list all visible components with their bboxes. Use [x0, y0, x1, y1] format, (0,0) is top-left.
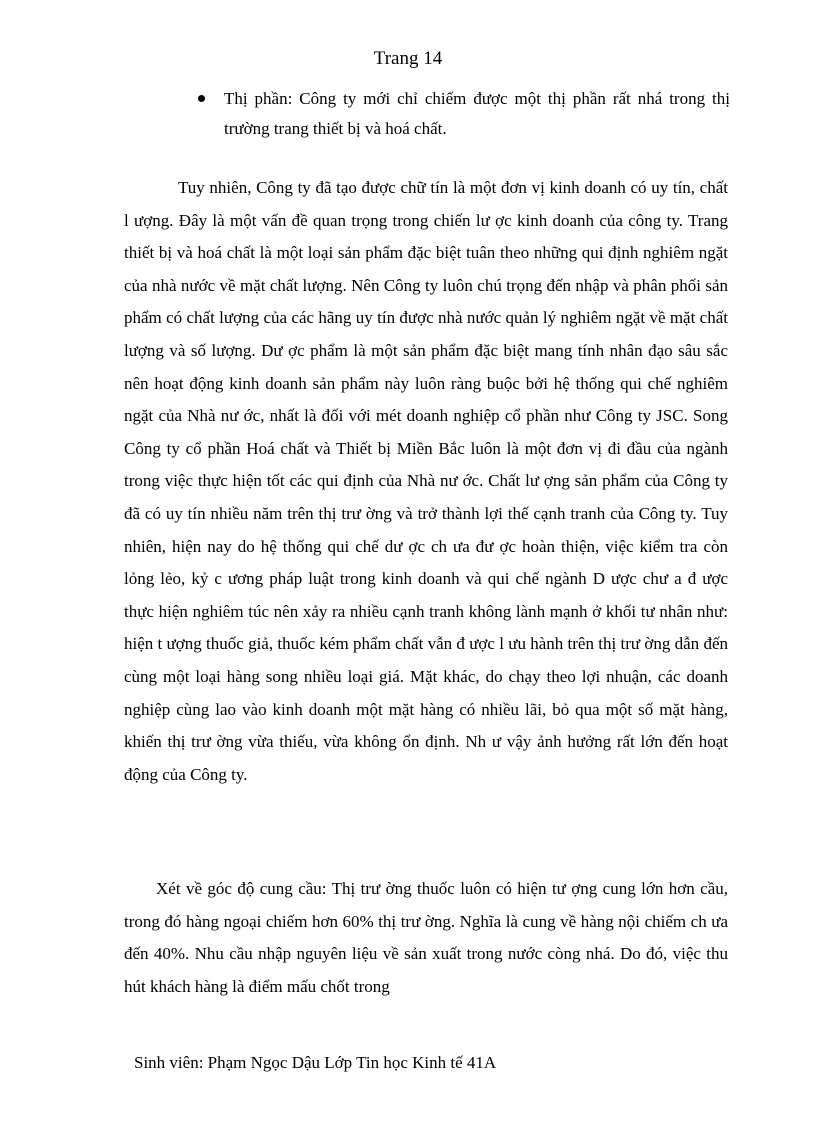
body-paragraph-1: Tuy nhiên, Công ty đã tạo được chữ tín là một đơn vị kinh doanh có uy tín, chất l ượng. Đây là một vấn đề quan trọng trong chiến lư ợc kinh doanh của công ty. Trang thiết bị và hoá chất là một loại sản phẩm đặc biệt tuân theo những qui định nghiêm ngặt của nhà nước về mặt chất lượng. Nên Công ty luôn chú trọng đến nhập và phân phối sản phẩm có chất lượng của các hãng uy tín được nhà nước quản lý nghiêm ngặt về mặt chất lượng và số lượng. Dư ợc phẩm là một sản phẩm đặc biệt mang tính nhân đạo sâu sắc nên hoạt động kinh doanh sản phẩm này luôn ràng buộc bởi hệ thống qui chế nghiêm ngặt của Nhà nư ớc, nhất là đối với mét doanh nghiệp cổ phần như Công ty JSC. Song Công ty cổ phần Hoá chất và Thiết bị Miền Bắc luôn là một đơn vị đi đầu của ngành trong việc thực hiện tốt các qui định của Nhà nư ớc. Chất lư ợng sản phẩm của Công ty đã có uy tín nhiều năm trên thị trư ờng và trở thành lợi thế cạnh tranh của Công ty. Tuy nhiên, hiện nay do hệ thống qui chế dư ợc ch ưa đư ợc hoàn thiện, việc kiểm tra còn lỏng lẻo, kỷ c ương pháp luật trong kinh doanh và qui chế ngành D ược chư a đ ược thực hiện nghiêm túc nên xảy ra nhiều cạnh tranh không lành mạnh ở khối tư nhân như: hiện t ượng thuốc giả, thuốc kém phẩm chất vẫn đ ược l ưu hành trên thị trư ờng dẫn đến cùng một loại hàng song nhiều loại giá. Mặt khác, do chạy theo lợi nhuận, các doanh nghiệp cùng lao vào kinh doanh một mặt hàng có nhiều lãi, bỏ qua một số mặt hàng, khiến thị trư ờng vừa thiếu, vừa không ổn định. Nh ư vậy ảnh hưởng rất lớn đến hoạt động của Công ty.	[124, 178, 728, 784]
body-paragraph-2: Xét về góc độ cung cầu: Thị trư ờng thuốc luôn có hiện tư ợng cung lớn hơn cầu, trong đó hàng ngoại chiếm hơn 60% thị trư ờng. Nghĩa là cung về hàng nội chiếm ch ưa đến 40%. Nhu cầu nhập nguyên liệu về sản xuất trong nước còng nhá. Do đó, việc thu hút khách hàng là điểm mấu chốt trong	[124, 879, 728, 996]
bullet-text: Thị phần: Công ty mới chỉ chiếm được một thị phần rất nhá trong thị trường trang thiết bị và hoá chất.	[224, 89, 730, 138]
bullet-item	[198, 84, 730, 144]
page-footer: Sinh viên: Phạm Ngọc Dậu Lớp Tin học Kinh tế 41A	[134, 1053, 497, 1072]
bullet-dot-icon	[198, 95, 205, 102]
page-number-header: Trang 14	[373, 48, 443, 69]
